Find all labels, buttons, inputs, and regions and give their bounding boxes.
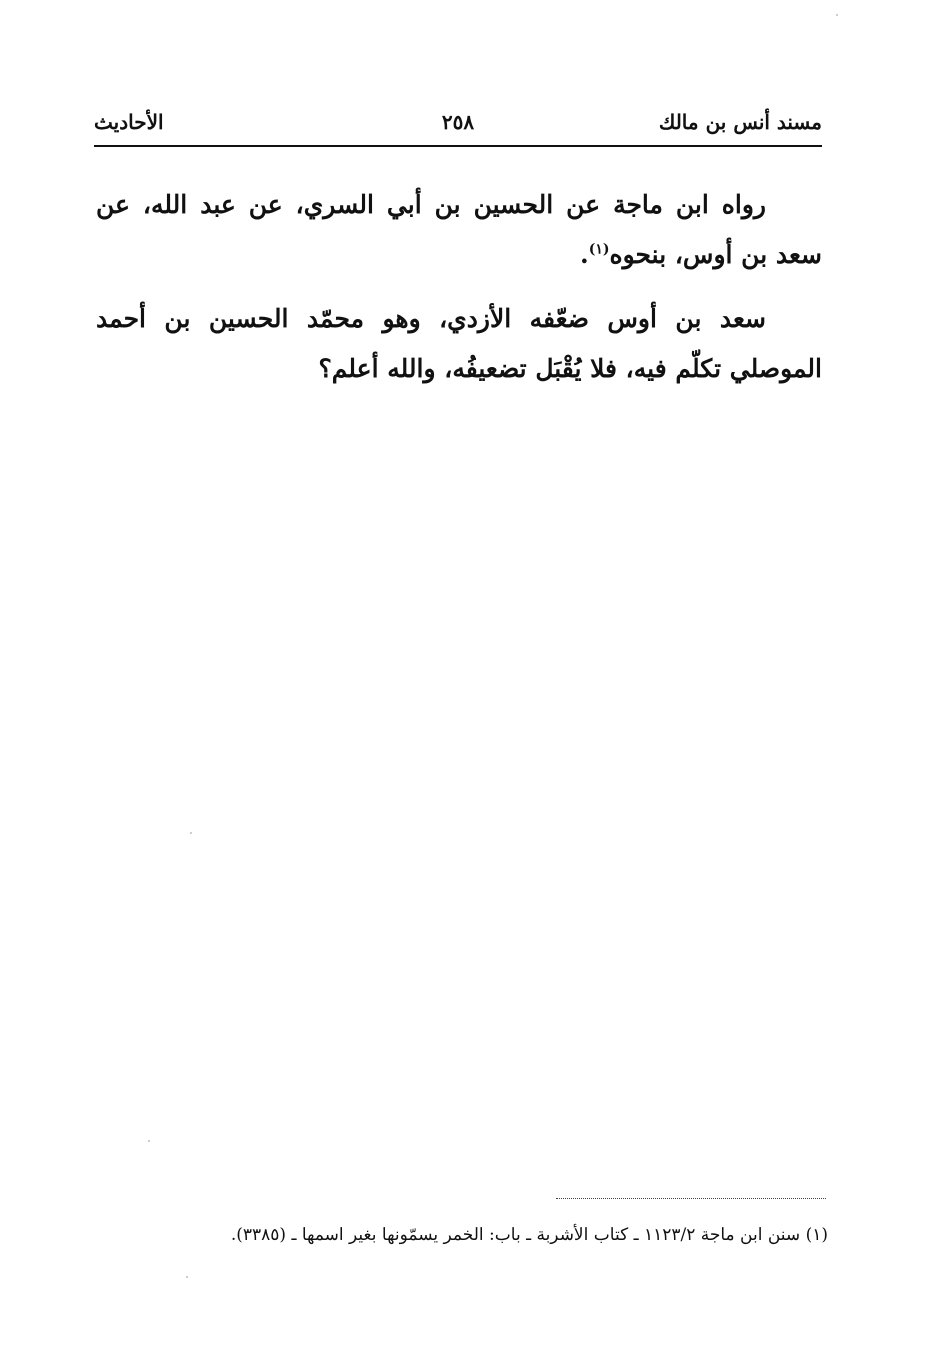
book-title: مسند أنس بن مالك bbox=[658, 110, 822, 134]
paragraph-1-text: رواه ابن ماجة عن الحسين بن أبي السري، عن عبد الله، عن سعد بن أوس، بنحوه bbox=[96, 190, 822, 269]
footnote-1-text: (١) سنن ابن ماجة ١١٢٣/٢ ـ كتاب الأشربة ـ باب: الخمر يسمّونها بغير اسمها ـ (٣٣٨٥). bbox=[230, 1225, 828, 1245]
footnote-reference[interactable]: (١) bbox=[588, 241, 610, 258]
scan-speck bbox=[148, 1140, 150, 1142]
footnote-1 bbox=[94, 1220, 828, 1250]
scan-speck bbox=[836, 14, 838, 16]
main-text bbox=[96, 180, 822, 408]
footnote-separator bbox=[556, 1198, 826, 1199]
footnotes bbox=[94, 1220, 828, 1250]
header-rule bbox=[94, 145, 822, 147]
paragraph-1-end: . bbox=[580, 240, 589, 269]
running-header bbox=[94, 106, 822, 146]
page-number: ٢٥٨ bbox=[441, 110, 475, 134]
paragraph-1 bbox=[96, 180, 822, 280]
section-title: الأحاديث bbox=[94, 110, 164, 134]
scan-speck bbox=[190, 832, 192, 834]
scan-speck bbox=[186, 1276, 188, 1278]
paragraph-2: سعد بن أوس ضعّفه الأزدي، وهو محمّد الحسين بن أحمد الموصلي تكلّم فيه، فلا يُقْبَل تضعيفُه، والله أعلم؟ bbox=[96, 304, 822, 383]
